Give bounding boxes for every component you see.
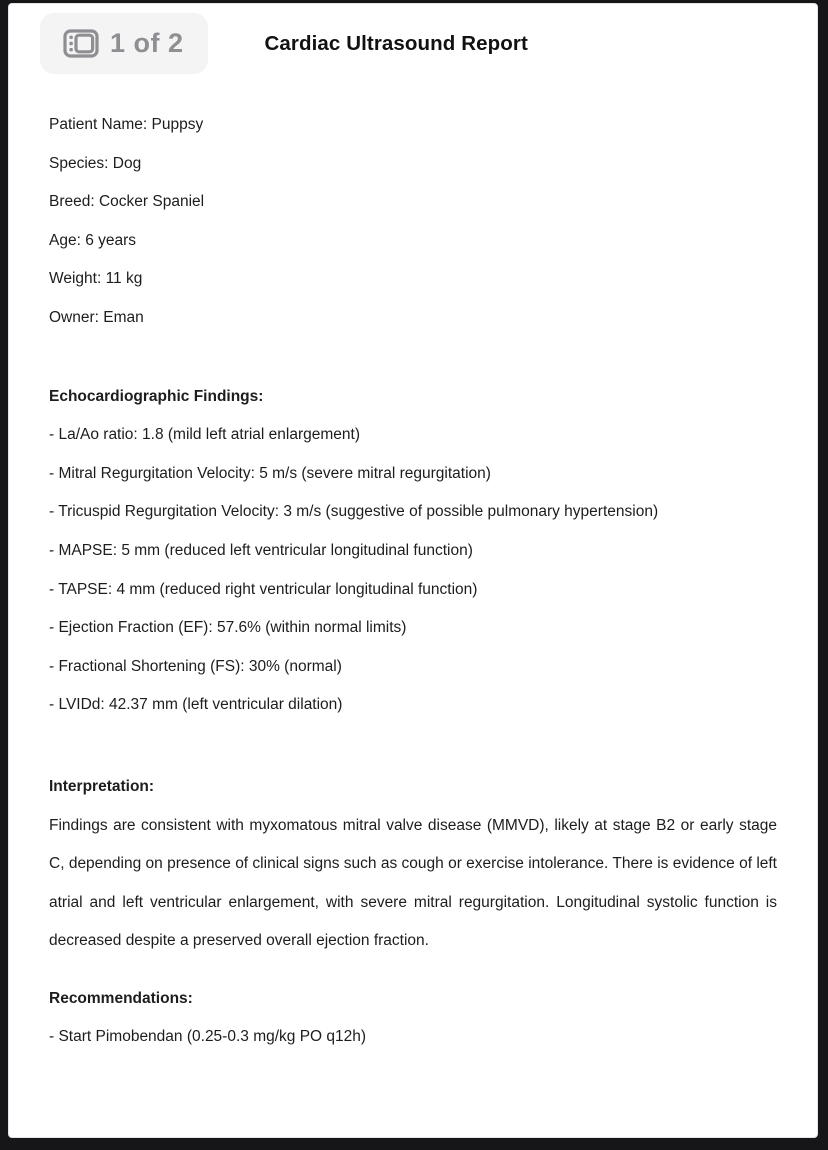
findings-heading: Echocardiographic Findings: [49, 387, 264, 405]
report-header [40, 13, 817, 74]
finding-item: - Fractional Shortening (FS): 30% (normal) [49, 657, 342, 675]
page-title: Cardiac Ultrasound Report [264, 31, 528, 55]
finding-item: - Mitral Regurgitation Velocity: 5 m/s (severe mitral regurgitation) [49, 464, 491, 482]
findings-section [49, 378, 777, 725]
finding-item: - TAPSE: 4 mm (reduced right ventricular longitudinal function) [49, 580, 478, 598]
interpretation-heading: Interpretation: [49, 777, 155, 795]
page-indicator-label: 1 of 2 [110, 28, 184, 58]
finding-item: - LVIDd: 42.37 mm (left ventricular dilation) [49, 696, 343, 714]
report-content [9, 106, 817, 1057]
finding-item: - Tricuspid Regurgitation Velocity: 3 m/s (suggestive of possible pulmonary hypertension) [49, 503, 659, 521]
age-line: Age: 6 years [49, 231, 137, 249]
finding-item: - MAPSE: 5 mm (reduced left ventricular longitudinal function) [49, 541, 473, 559]
page-indicator-badge[interactable] [40, 13, 208, 74]
recommendations-heading: Recommendations: [49, 989, 193, 1007]
patient-info-section [49, 106, 777, 338]
interpretation-section [49, 768, 777, 961]
interpretation-body: Findings are consistent with myxomatous mitral valve disease (MMVD), likely at stage B2 or early stage C, depending on presence of clinical signs such as cough or exercise intolerance. There is evidence of left atrial and left ventricular enlargement, with severe mitral regurgitation. Longitudinal systolic function is decreased despite a preserved overall ejection fraction. [49, 816, 777, 950]
recommendation-item: - Start Pimobendan (0.25-0.3 mg/kg PO q12h) [49, 1028, 367, 1046]
patient-name-line: Patient Name: Puppsy [49, 116, 204, 133]
weight-line: Weight: 11 kg [49, 270, 143, 288]
recommendations-section [49, 980, 777, 1057]
owner-line: Owner: Eman [49, 308, 144, 326]
pages-icon [63, 29, 99, 58]
finding-item: - La/Ao ratio: 1.8 (mild left atrial enlargement) [49, 426, 360, 444]
breed-line: Breed: Cocker Spaniel [49, 193, 205, 211]
finding-item: - Ejection Fraction (EF): 57.6% (within normal limits) [49, 619, 407, 637]
species-line: Species: Dog [49, 154, 142, 172]
report-page [8, 3, 818, 1138]
